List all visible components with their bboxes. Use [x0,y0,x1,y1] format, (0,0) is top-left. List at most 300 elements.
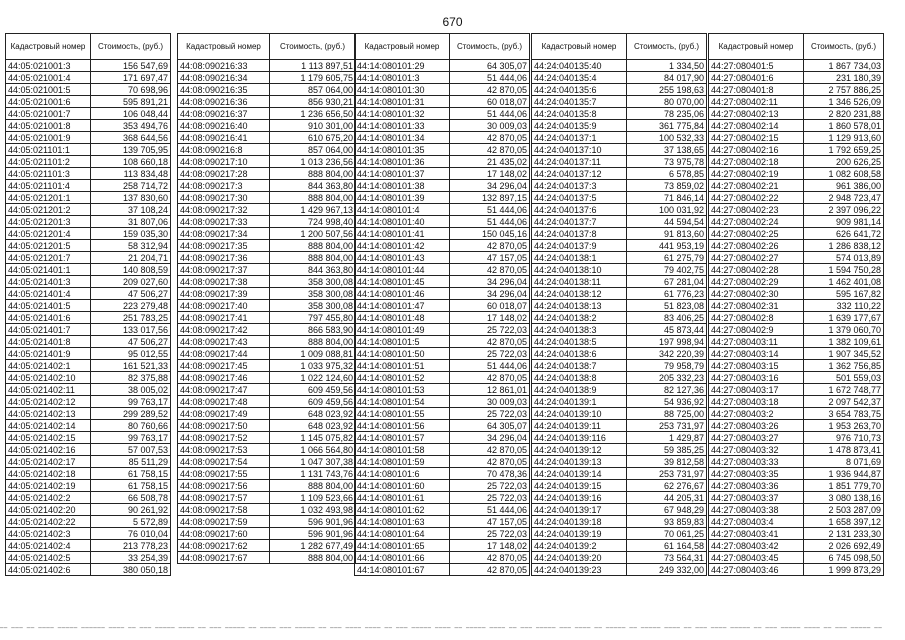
cadastral-number: 44:05:021101:1 [6,144,91,156]
cost-value: 47 506,27 [91,288,171,300]
table-row [532,348,707,360]
cadastral-number: 44:24:040139:13 [532,456,627,468]
cost-value: 137 830,60 [91,192,171,204]
cost-value: 253 731,97 [627,420,707,432]
cadastral-number: 44:24:040138:10 [532,264,627,276]
cadastral-number: 44:08:090217:48 [178,396,270,408]
table-row [6,192,171,204]
cadastral-number: 44:14:080101:29 [355,60,450,72]
cost-value: 17 148,02 [450,168,530,180]
cadastral-number: 44:08:090216:35 [178,84,270,96]
cadastral-number: 44:08:090217:56 [178,480,270,492]
cost-value: 1 999 873,29 [804,564,884,576]
cost-value: 1 066 564,80 [270,444,356,456]
cadastral-number: 44:14:080101:35 [355,144,450,156]
cadastral-number: 44:05:021201:1 [6,192,91,204]
table-row [532,492,707,504]
cadastral-number: 44:05:021402:14 [6,420,91,432]
cadastral-number: 44:05:021402:6 [6,564,91,576]
cost-value: 574 013,89 [804,252,884,264]
cadastral-number: 44:24:040137:8 [532,228,627,240]
cadastral-number: 44:08:090217:58 [178,504,270,516]
cadastral-number: 44:05:021402:16 [6,444,91,456]
table-row [355,324,530,336]
cost-value: 82 375,88 [91,372,171,384]
cost-value: 1 672 748,77 [804,384,884,396]
table-row [709,528,884,540]
cadastral-number: 44:27:080401:6 [709,72,804,84]
header-cost: Стоимость, (руб.) [450,34,530,60]
table-row [532,120,707,132]
cost-value: 1 429 967,13 [270,204,356,216]
table-row [355,420,530,432]
cost-value: 596 901,96 [270,516,356,528]
cadastral-number: 44:08:090217:67 [178,552,270,564]
table-row [6,360,171,372]
table-row [532,216,707,228]
cost-value: 223 279,48 [91,300,171,312]
cadastral-number: 44:05:021402:15 [6,432,91,444]
cost-value: 1 013 236,56 [270,156,356,168]
cadastral-number: 44:24:040137:1 [532,132,627,144]
cadastral-number: 44:24:040137:11 [532,156,627,168]
cadastral-number: 44:14:080101:50 [355,348,450,360]
cadastral-number: 44:05:021001:9 [6,132,91,144]
table-row [355,228,530,240]
cadastral-number: 44:14:080101:57 [355,432,450,444]
table-row [6,552,171,564]
table-row [355,276,530,288]
cadastral-number: 44:24:040139:23 [532,564,627,576]
cost-value: 90 261,92 [91,504,171,516]
cost-value: 84 017,90 [627,72,707,84]
cost-value: 2 026 692,49 [804,540,884,552]
cost-value: 34 296,04 [450,288,530,300]
table-row [532,312,707,324]
cost-value: 100 031,92 [627,204,707,216]
cadastral-number: 44:08:090216:40 [178,120,270,132]
cost-value: 42 870,05 [450,144,530,156]
cadastral-number: 44:08:090217:47 [178,384,270,396]
cost-value: 93 859,83 [627,516,707,528]
table-row [709,96,884,108]
cost-value: 47 506,27 [91,336,171,348]
cadastral-number: 44:05:021101:3 [6,168,91,180]
table-row [355,372,530,384]
table-row [532,156,707,168]
cadastral-number: 44:27:080402:25 [709,228,804,240]
cost-value: 1 286 838,12 [804,240,884,252]
cadastral-number: 44:14:080101:39 [355,192,450,204]
cost-value: 249 332,00 [627,564,707,576]
cadastral-number: 44:24:040139:14 [532,468,627,480]
cost-value: 1 022 124,60 [270,372,356,384]
cadastral-number: 44:08:090217:38 [178,276,270,288]
table-row [6,84,171,96]
cadastral-number: 44:14:080101:65 [355,540,450,552]
table-row [709,204,884,216]
cadastral-number: 44:14:080101:34 [355,132,450,144]
cadastral-number: 44:08:090217:57 [178,492,270,504]
table-row [532,336,707,348]
table-row [178,504,356,516]
table-row [709,420,884,432]
table-row [6,156,171,168]
cost-value: 64 305,07 [450,60,530,72]
cadastral-number: 44:05:021402:17 [6,456,91,468]
table-row [532,564,707,576]
table-row [532,108,707,120]
table-row [532,96,707,108]
cadastral-number: 44:05:021402:22 [6,516,91,528]
cadastral-number: 44:14:080101:32 [355,108,450,120]
table-row [532,60,707,72]
cadastral-number: 44:05:021402:10 [6,372,91,384]
cost-value: 856 930,21 [270,96,356,108]
table-row [709,360,884,372]
cadastral-number: 44:14:080101:6 [355,468,450,480]
table-row [178,120,356,132]
table-row [709,444,884,456]
cost-value: 73 859,02 [627,180,707,192]
cost-value: 1 860 578,01 [804,120,884,132]
table-row [6,96,171,108]
cadastral-number: 44:05:021201:7 [6,252,91,264]
cadastral-number: 44:24:040138:12 [532,288,627,300]
cadastral-number: 44:05:021402:5 [6,552,91,564]
table-row [532,360,707,372]
cadastral-number: 44:08:090217:62 [178,540,270,552]
table-row [6,540,171,552]
cadastral-number: 44:05:021401:6 [6,312,91,324]
cadastral-number: 44:08:090217:50 [178,420,270,432]
table-row [709,384,884,396]
table-row [355,492,530,504]
table-row [178,492,356,504]
cost-value: 1 179 605,75 [270,72,356,84]
cost-value: 857 064,00 [270,84,356,96]
table-row [355,168,530,180]
cost-value: 976 710,73 [804,432,884,444]
cadastral-number: 44:14:080101:43 [355,252,450,264]
cost-value: 2 757 886,25 [804,84,884,96]
cadastral-number: 44:27:080403:15 [709,360,804,372]
cadastral-number: 44:24:040139:12 [532,444,627,456]
header-cost: Стоимость, (руб.) [91,34,171,60]
cadastral-number: 44:24:040138:3 [532,324,627,336]
cadastral-number: 44:24:040137:9 [532,240,627,252]
cost-value: 2 397 096,22 [804,204,884,216]
cadastral-number: 44:14:080101:38 [355,180,450,192]
cost-value: 1 658 397,12 [804,516,884,528]
cost-value: 724 998,40 [270,216,356,228]
cadastral-number: 44:27:080403:45 [709,552,804,564]
cadastral-number: 44:27:080402:30 [709,288,804,300]
table-row [355,552,530,564]
table-row [709,108,884,120]
cadastral-number: 44:24:040139:18 [532,516,627,528]
cost-value: 51 823,08 [627,300,707,312]
table-row [532,192,707,204]
table-row [355,96,530,108]
table-row [532,252,707,264]
cost-value: 156 547,69 [91,60,171,72]
table-row [532,552,707,564]
table-row [355,264,530,276]
cost-value: 61 164,58 [627,540,707,552]
cadastral-number: 44:27:080403:32 [709,444,804,456]
cost-value: 159 035,30 [91,228,171,240]
table-row [6,504,171,516]
table-row [6,312,171,324]
cadastral-number: 44:27:080403:36 [709,480,804,492]
cost-value: 1 594 750,28 [804,264,884,276]
cadastral-number: 44:14:080101:58 [355,444,450,456]
cadastral-table-3 [354,33,530,576]
table-row [709,492,884,504]
table-row [355,528,530,540]
cost-value: 888 804,00 [270,252,356,264]
table-row [355,144,530,156]
cadastral-number: 44:14:080101:60 [355,480,450,492]
header-cost: Стоимость, (руб.) [627,34,707,60]
cadastral-number: 44:24:040139:2 [532,540,627,552]
cadastral-number: 44:08:090217:59 [178,516,270,528]
cost-value: 595 167,82 [804,288,884,300]
table-row [178,432,356,444]
cost-value: 209 027,60 [91,276,171,288]
cost-value: 44 594,54 [627,216,707,228]
table-row [709,60,884,72]
cadastral-number: 44:27:080403:35 [709,468,804,480]
table-row [6,564,171,576]
cost-value: 596 901,96 [270,528,356,540]
cost-value: 1 282 677,49 [270,540,356,552]
cost-value: 1 082 608,58 [804,168,884,180]
table-row [6,384,171,396]
table-row [532,84,707,96]
cadastral-number: 44:24:040135:4 [532,72,627,84]
table-row [6,348,171,360]
header-cadastral-number: Кадастровый номер [532,34,627,60]
cadastral-number: 44:05:021402:4 [6,540,91,552]
cost-value: 34 296,04 [450,180,530,192]
cost-value: 258 714,72 [91,180,171,192]
cost-value: 100 532,33 [627,132,707,144]
table-row [532,420,707,432]
cadastral-number: 44:24:040139:17 [532,504,627,516]
cost-value: 361 775,84 [627,120,707,132]
cadastral-number: 44:14:080101:42 [355,240,450,252]
table-row [709,564,884,576]
cadastral-number: 44:27:080402:18 [709,156,804,168]
cost-value: 64 305,07 [450,420,530,432]
table-row [178,372,356,384]
cost-value: 797 455,80 [270,312,356,324]
header-cadastral-number: Кадастровый номер [6,34,91,60]
cost-value: 106 048,44 [91,108,171,120]
cost-value: 12 861,01 [450,384,530,396]
cadastral-number: 44:24:040138:1 [532,252,627,264]
table-row [355,504,530,516]
cadastral-number: 44:08:090216:36 [178,96,270,108]
cadastral-number: 44:27:080403:33 [709,456,804,468]
cadastral-number: 44:27:080403:16 [709,372,804,384]
cadastral-number: 44:08:090216:41 [178,132,270,144]
cost-value: 1 792 659,25 [804,144,884,156]
cost-value: 1 936 944,87 [804,468,884,480]
table-row [6,264,171,276]
cadastral-number: 44:24:040137:10 [532,144,627,156]
cadastral-number: 44:24:040138:7 [532,360,627,372]
table-row [6,288,171,300]
table-row [178,156,356,168]
cost-value: 133 017,56 [91,324,171,336]
cost-value: 76 010,04 [91,528,171,540]
cadastral-number: 44:27:080401:5 [709,60,804,72]
cadastral-number: 44:27:080403:38 [709,504,804,516]
cost-value: 73 975,78 [627,156,707,168]
cadastral-number: 44:08:090217:10 [178,156,270,168]
cadastral-number: 44:14:080101:45 [355,276,450,288]
cadastral-number: 44:05:021402:2 [6,492,91,504]
table-row [178,456,356,468]
table-row [532,480,707,492]
cadastral-number: 44:08:090217:49 [178,408,270,420]
cost-value: 42 870,05 [450,372,530,384]
cadastral-number: 44:05:021402:13 [6,408,91,420]
cost-value: 21 204,71 [91,252,171,264]
table-row [355,84,530,96]
cost-value: 66 508,78 [91,492,171,504]
cadastral-number: 44:05:021402:12 [6,396,91,408]
cost-value: 113 834,48 [91,168,171,180]
cost-value: 21 435,02 [450,156,530,168]
cadastral-number: 44:08:090217:44 [178,348,270,360]
cost-value: 1 009 088,81 [270,348,356,360]
cadastral-number: 44:05:021402:19 [6,480,91,492]
table-row [6,456,171,468]
table-row [709,432,884,444]
cost-value: 51 444,06 [450,204,530,216]
cost-value: 82 127,36 [627,384,707,396]
table-row [178,84,356,96]
cadastral-number: 44:05:021402:20 [6,504,91,516]
cadastral-number: 44:05:021001:7 [6,108,91,120]
cost-value: 51 444,06 [450,72,530,84]
cost-value: 25 722,03 [450,324,530,336]
cost-value: 78 235,06 [627,108,707,120]
header-cost: Стоимость, (руб.) [804,34,884,60]
cost-value: 197 998,94 [627,336,707,348]
table-row [178,252,356,264]
table-row [6,132,171,144]
cost-value: 1 429,87 [627,432,707,444]
cost-value: 609 459,56 [270,384,356,396]
cost-value: 1 851 779,70 [804,480,884,492]
cost-value: 648 023,92 [270,420,356,432]
table-row [532,468,707,480]
cost-value: 57 007,53 [91,444,171,456]
cost-value: 30 009,03 [450,396,530,408]
cost-value: 42 870,05 [450,444,530,456]
cadastral-number: 44:14:080101:49 [355,324,450,336]
cadastral-number: 44:27:080402:23 [709,204,804,216]
table-row [532,180,707,192]
table-row [178,540,356,552]
table-row [355,480,530,492]
table-row [178,264,356,276]
table-row [355,120,530,132]
cost-value: 39 812,58 [627,456,707,468]
table-row [709,180,884,192]
cost-value: 47 157,05 [450,516,530,528]
cost-value: 866 583,90 [270,324,356,336]
table-row [709,480,884,492]
cost-value: 213 778,23 [91,540,171,552]
cadastral-number: 44:14:080101:56 [355,420,450,432]
cadastral-number: 44:05:021402:3 [6,528,91,540]
cost-value: 44 205,31 [627,492,707,504]
table-row [709,84,884,96]
cost-value: 99 763,17 [91,396,171,408]
cadastral-number: 44:24:040137:3 [532,180,627,192]
cadastral-number: 44:14:080101:37 [355,168,450,180]
cost-value: 80 760,66 [91,420,171,432]
cadastral-number: 44:24:040135:40 [532,60,627,72]
cadastral-number: 44:14:080101:48 [355,312,450,324]
cost-value: 358 300,08 [270,288,356,300]
cost-value: 61 758,15 [91,468,171,480]
table-row [709,120,884,132]
cost-value: 3 080 138,16 [804,492,884,504]
cadastral-number: 44:05:021401:4 [6,288,91,300]
cost-value: 17 148,02 [450,312,530,324]
cadastral-number: 44:14:080101:36 [355,156,450,168]
cost-value: 17 148,02 [450,540,530,552]
cost-value: 857 064,00 [270,144,356,156]
table-row [532,204,707,216]
cadastral-number: 44:05:021001:5 [6,84,91,96]
table-row [6,492,171,504]
table-row [532,288,707,300]
cadastral-number: 44:08:090217:46 [178,372,270,384]
cadastral-number: 44:08:090217:33 [178,216,270,228]
table-row [709,408,884,420]
cost-value: 1 113 897,51 [270,60,356,72]
cost-value: 1 867 734,03 [804,60,884,72]
cadastral-number: 44:14:080101:33 [355,120,450,132]
table-row [532,168,707,180]
cadastral-number: 44:14:080101:41 [355,228,450,240]
cadastral-number: 44:05:021401:3 [6,276,91,288]
table-row [532,504,707,516]
cost-value: 51 444,06 [450,504,530,516]
cadastral-number: 44:08:090217:41 [178,312,270,324]
cost-value: 171 697,47 [91,72,171,84]
cost-value: 61 275,79 [627,252,707,264]
cadastral-number: 44:05:021401:7 [6,324,91,336]
cost-value: 58 312,94 [91,240,171,252]
cost-value: 358 300,08 [270,276,356,288]
cadastral-number: 44:24:040138:5 [532,336,627,348]
cadastral-number: 44:05:021401:9 [6,348,91,360]
cost-value: 79 958,79 [627,360,707,372]
table-row [709,336,884,348]
table-row [178,324,356,336]
header-cadastral-number: Кадастровый номер [355,34,450,60]
table-row [355,348,530,360]
